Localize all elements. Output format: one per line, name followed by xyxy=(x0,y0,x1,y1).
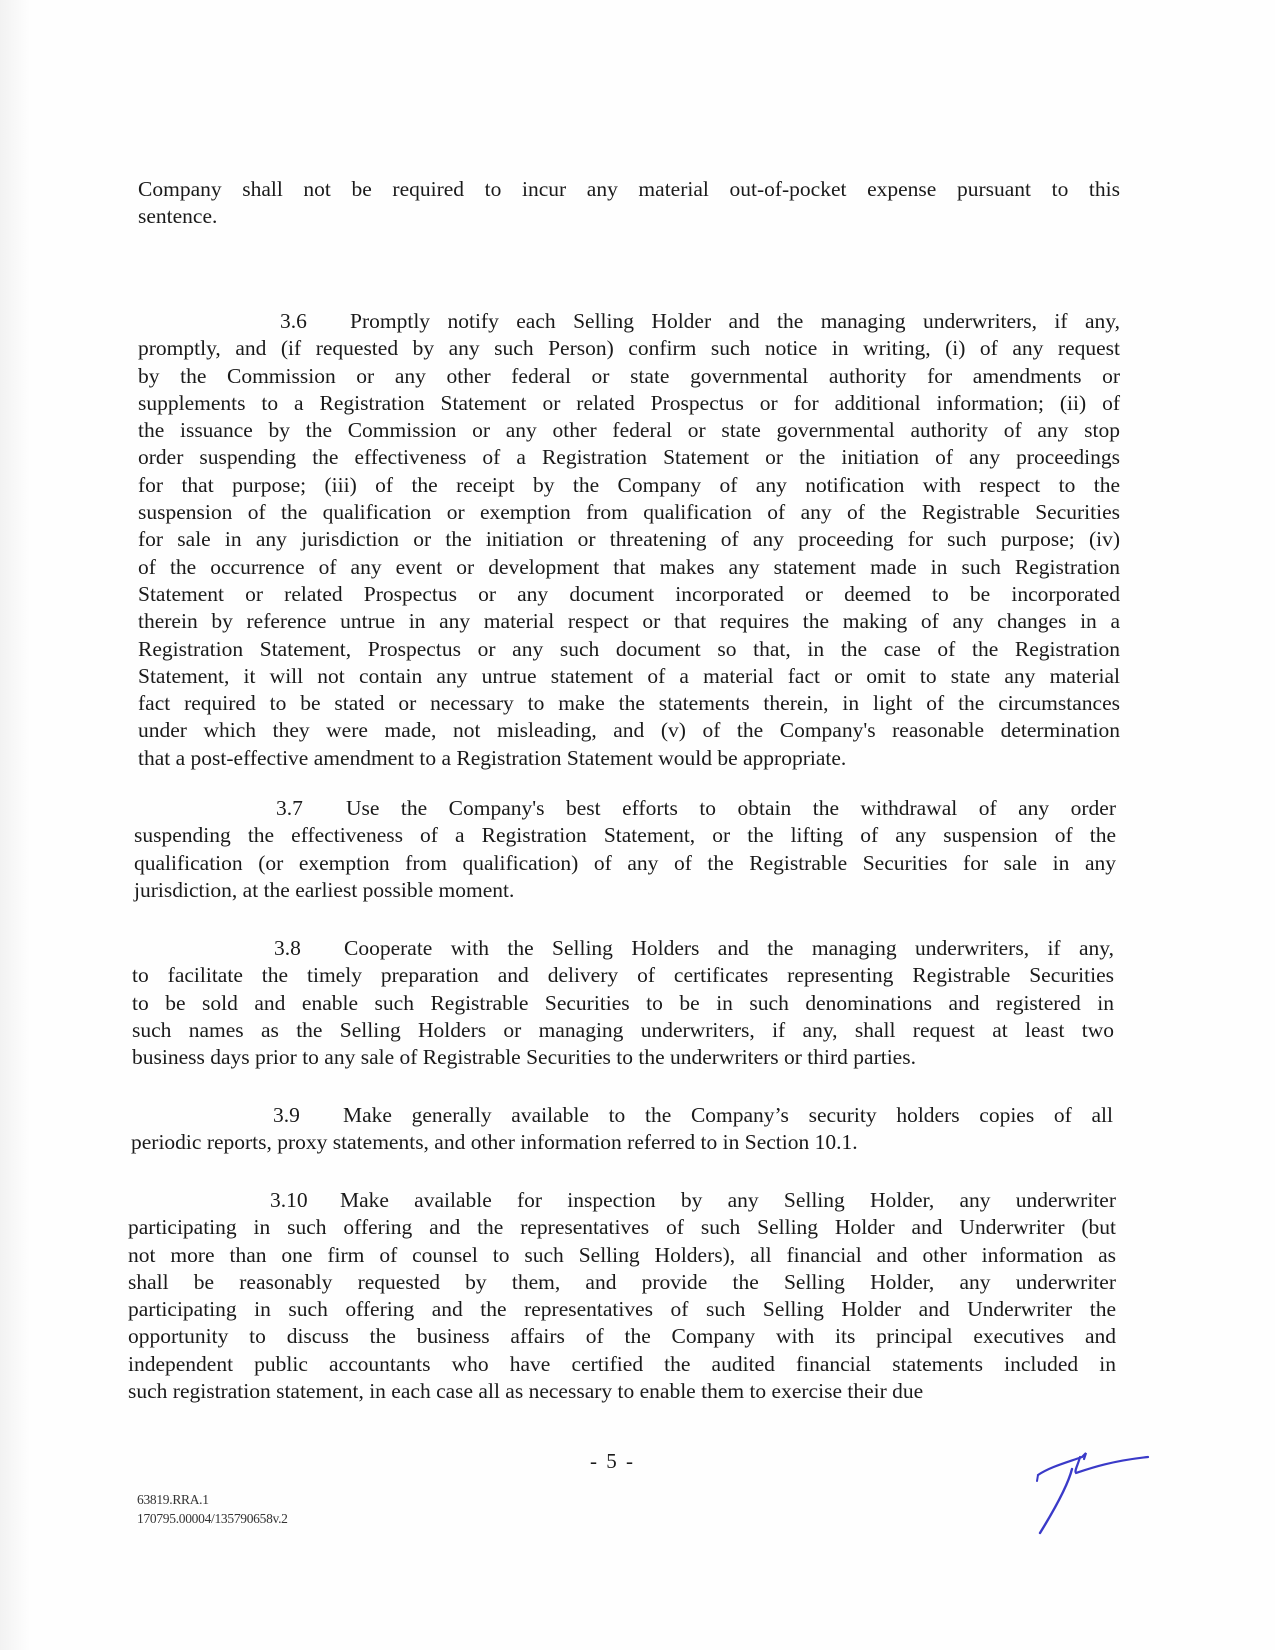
text-line xyxy=(128,1187,1116,1214)
text-line: the issuance by the Commission or any other federal or state governmental authority of any stop xyxy=(138,418,1120,443)
text-line: under which they were made, not misleading, and (v) of the Company's reasonable determination xyxy=(138,718,1120,743)
text-line: such registration statement, in each case all as necessary to enable them to exercise their due xyxy=(128,1379,924,1404)
text-line: participating in such offering and the representatives of such Selling Holder and Underwriter the xyxy=(128,1297,1116,1322)
paragraph-3-10 xyxy=(128,1187,1116,1405)
text-line: for that purpose; (iii) of the receipt by the Company of any notification with respect to the xyxy=(138,472,1120,497)
text-line: periodic reports, proxy statements, and other information referred to in Section 10.1. xyxy=(131,1130,858,1155)
text-line: participating in such offering and the representatives of such Selling Holder and Underwriter (but xyxy=(128,1215,1116,1240)
paragraph-3-9 xyxy=(131,1102,1113,1157)
paragraph-continuation xyxy=(138,176,1120,231)
text-line: jurisdiction, at the earliest possible moment. xyxy=(134,877,515,902)
signature-stroke xyxy=(1075,1457,1148,1473)
section-number: 3.9 xyxy=(273,1103,300,1127)
text-line: sentence. xyxy=(138,204,218,229)
text-line: Statement or related Prospectus or any document incorporated or deemed to be incorporated xyxy=(138,581,1120,606)
text-line xyxy=(132,935,1114,962)
text-line: business days prior to any sale of Registrable Securities to the underwriters or third parties. xyxy=(132,1045,916,1070)
text-line: therein by reference untrue in any material respect or that requires the making of any changes in a xyxy=(138,609,1120,634)
section-first-line-text: Make generally available to the Company’s security holders copies of all xyxy=(343,1103,1113,1127)
section-first-line-text: Cooperate with the Selling Holders and the managing underwriters, if any, xyxy=(344,936,1114,960)
section-number: 3.6 xyxy=(280,309,307,333)
doc-id-line: 63819.RRA.1 xyxy=(137,1492,209,1507)
text-line: such names as the Selling Holders or managing underwriters, if any, shall request at least two xyxy=(132,1017,1114,1042)
text-line: not more than one firm of counsel to such Selling Holders), all financial and other information as xyxy=(128,1242,1116,1267)
page-number-label: - 5 - xyxy=(590,1449,635,1473)
section-number: 3.10 xyxy=(270,1188,308,1212)
text-line xyxy=(131,1102,1113,1129)
document-identifiers xyxy=(137,1490,288,1528)
paragraph-3-6 xyxy=(138,308,1120,772)
paragraph-3-7 xyxy=(134,795,1116,904)
text-line: suspension of the qualification or exemption from qualification of any of the Registrable Securities xyxy=(138,500,1120,525)
text-line: that a post-effective amendment to a Registration Statement would be appropriate. xyxy=(138,745,847,770)
text-line: suspending the effectiveness of a Registration Statement, or the lifting of any suspension of the xyxy=(134,823,1116,848)
section-first-line-text: Use the Company's best efforts to obtain the withdrawal of any order xyxy=(346,796,1116,820)
text-line: by the Commission or any other federal or state governmental authority for amendments or xyxy=(138,363,1120,388)
text-line: fact required to be stated or necessary to make the statements therein, in light of the circumstances xyxy=(138,691,1120,716)
section-number: 3.8 xyxy=(274,936,301,960)
text-line: opportunity to discuss the business affairs of the Company with its principal executives and xyxy=(128,1324,1116,1349)
text-line: Company shall not be required to incur any material out-of-pocket expense pursuant to this xyxy=(138,177,1120,201)
signature-stroke xyxy=(1040,1469,1072,1533)
section-first-line-text: Make available for inspection by any Selling Holder, any underwriter xyxy=(340,1188,1116,1212)
signature-initials-icon xyxy=(1010,1445,1150,1535)
text-line xyxy=(134,795,1116,822)
text-line: Registration Statement, Prospectus or any such document so that, in the case of the Registration xyxy=(138,636,1120,661)
scan-edge-shadow xyxy=(0,0,30,1650)
text-line: promptly, and (if requested by any such Person) confirm such notice in writing, (i) of any request xyxy=(138,336,1120,361)
section-number: 3.7 xyxy=(276,796,303,820)
text-line: Statement, it will not contain any untrue statement of a material fact or omit to state any material xyxy=(138,663,1120,688)
text-line xyxy=(138,308,1120,335)
doc-id-line: 170795.00004/135790658v.2 xyxy=(137,1511,288,1526)
section-first-line-text: Promptly notify each Selling Holder and the managing underwriters, if any, xyxy=(350,309,1120,333)
text-line: for sale in any jurisdiction or the initiation or threatening of any proceeding for such purpose; (iv) xyxy=(138,527,1120,552)
text-line: supplements to a Registration Statement or related Prospectus or for additional information; (ii) of xyxy=(138,390,1120,415)
text-line: of the occurrence of any event or development that makes any statement made in such Registration xyxy=(138,554,1120,579)
paragraph-3-8 xyxy=(132,935,1114,1071)
text-line: shall be reasonably requested by them, and provide the Selling Holder, any underwriter xyxy=(128,1269,1116,1294)
signature-stroke xyxy=(1037,1475,1038,1481)
text-line: qualification (or exemption from qualification) of any of the Registrable Securities for sale in any xyxy=(134,850,1116,875)
text-line: independent public accountants who have certified the audited financial statements included in xyxy=(128,1351,1116,1376)
text-line: to facilitate the timely preparation and delivery of certificates representing Registrable Securities xyxy=(132,963,1114,988)
text-line: to be sold and enable such Registrable Securities to be in such denominations and registered in xyxy=(132,990,1114,1015)
text-line: order suspending the effectiveness of a Registration Statement or the initiation of any proceedings xyxy=(138,445,1120,470)
